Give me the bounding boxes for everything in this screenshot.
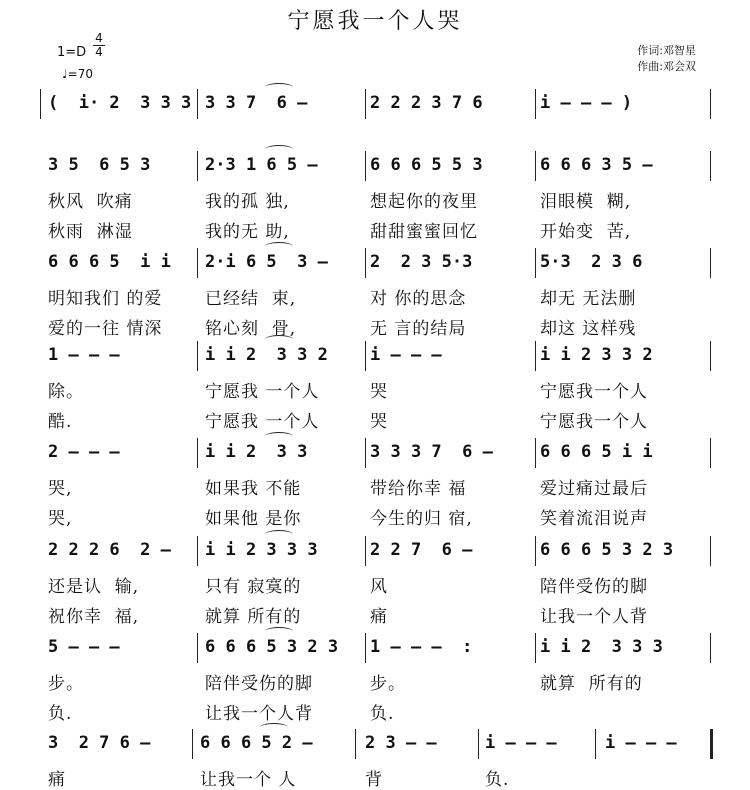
measure-notes: 2 – – – bbox=[48, 442, 120, 462]
measure-notes: 3 3 3 7 6 – bbox=[370, 442, 493, 462]
lyric-phrase: 对 你的思念 bbox=[370, 289, 467, 309]
barline bbox=[535, 438, 536, 468]
lyric-phrase: 宁愿我一个人 bbox=[540, 382, 648, 402]
measure-notes: i i 2 3 3 3 bbox=[540, 637, 663, 657]
lyric-phrase: 痛 bbox=[48, 770, 66, 790]
lyric-phrase: 秋风 吹痛 bbox=[48, 192, 133, 212]
slur-mark bbox=[265, 432, 293, 441]
measure-notes: 1 – – – : bbox=[370, 637, 473, 657]
barline bbox=[595, 729, 596, 759]
barline bbox=[365, 633, 366, 663]
measure-notes: 1 – – – bbox=[48, 345, 120, 365]
final-barline bbox=[710, 729, 713, 759]
barline bbox=[710, 248, 711, 278]
lyric-phrase: 爱的一往 情深 bbox=[48, 319, 163, 339]
lyric-phrase: 明知我们 的爱 bbox=[48, 289, 163, 309]
time-signature-bottom: 4 bbox=[95, 45, 103, 59]
barline bbox=[365, 248, 366, 278]
measure-notes: 2·3 1 6 5 – bbox=[205, 155, 318, 175]
measure-notes: 6 6 6 5 i i bbox=[48, 252, 171, 272]
barline bbox=[478, 729, 479, 759]
measure-notes: 6 6 6 5 2 – bbox=[200, 733, 313, 753]
measure-notes: ( i· 2 3 3 3 bbox=[48, 93, 192, 113]
barline bbox=[710, 341, 711, 371]
lyric-phrase: 笑着流泪说声 bbox=[540, 509, 648, 529]
lyric-phrase: 开始变 苦, bbox=[540, 222, 632, 242]
barline bbox=[535, 341, 536, 371]
measure-notes: 2 2 3 5·3 bbox=[370, 252, 473, 272]
lyricist-credit: 作词:邓智星 bbox=[637, 44, 696, 57]
lyric-phrase: 我的孤 独, bbox=[205, 192, 290, 212]
notation-row bbox=[0, 345, 750, 373]
lyric-phrase: 步。 bbox=[370, 674, 406, 694]
barline bbox=[710, 536, 711, 566]
lyric-phrase: 哭 bbox=[370, 382, 388, 402]
lyric-phrase: 秋雨 淋湿 bbox=[48, 222, 133, 242]
notation-row bbox=[0, 155, 750, 183]
lyric-phrase: 无 言的结局 bbox=[370, 319, 467, 339]
slur-mark bbox=[260, 723, 288, 732]
barline bbox=[192, 729, 193, 759]
lyric-phrase: 却无 无法删 bbox=[540, 289, 637, 309]
lyric-phrase: 步。 bbox=[48, 674, 84, 694]
lyric-phrase: 泪眼模 糊, bbox=[540, 192, 632, 212]
lyric-phrase: 已经结 束, bbox=[205, 289, 297, 309]
notation-row bbox=[0, 637, 750, 665]
measure-notes: 6 6 6 3 5 – bbox=[540, 155, 653, 175]
barline bbox=[710, 151, 711, 181]
slur-mark bbox=[265, 242, 293, 251]
barline bbox=[535, 89, 536, 119]
measure-notes: i i 2 3 3 3 bbox=[205, 540, 318, 560]
lyric-phrase: 想起你的夜里 bbox=[370, 192, 478, 212]
lyric-phrase: 痛 bbox=[370, 607, 388, 627]
barline bbox=[535, 536, 536, 566]
notation-row bbox=[0, 733, 750, 761]
tempo-marking: ♩=70 bbox=[62, 67, 93, 81]
barline bbox=[197, 89, 198, 119]
lyric-phrase: 还是认 输, bbox=[48, 577, 140, 597]
measure-notes: 2 3 – – bbox=[365, 733, 437, 753]
barline bbox=[197, 151, 198, 181]
measure-notes: 2·i 6 5 3 – bbox=[205, 252, 328, 272]
measure-notes: i – – – ) bbox=[540, 93, 633, 113]
lyric-phrase: 酷. bbox=[48, 412, 73, 432]
lyric-phrase: 只有 寂寞的 bbox=[205, 577, 302, 597]
barline bbox=[40, 89, 41, 119]
lyric-phrase: 陪伴受伤的脚 bbox=[540, 577, 648, 597]
measure-notes: 5 – – – bbox=[48, 637, 120, 657]
lyric-phrase: 祝你幸 福, bbox=[48, 607, 140, 627]
barline bbox=[365, 89, 366, 119]
notation-row bbox=[0, 252, 750, 280]
measure-notes: i i 2 3 3 bbox=[205, 442, 308, 462]
lyric-phrase: 哭, bbox=[48, 509, 73, 529]
measure-notes: 2 2 7 6 – bbox=[370, 540, 473, 560]
barline bbox=[710, 89, 711, 119]
lyric-phrase: 甜甜蜜蜜回忆 bbox=[370, 222, 478, 242]
lyric-phrase: 让我一个 人 bbox=[200, 770, 297, 790]
lyric-phrase: 如果他 是你 bbox=[205, 509, 302, 529]
time-signature bbox=[93, 33, 105, 58]
barline bbox=[355, 729, 356, 759]
measure-notes: 3 2 7 6 – bbox=[48, 733, 151, 753]
lyric-phrase: 陪伴受伤的脚 bbox=[205, 674, 313, 694]
measure-notes: 6 6 6 5 3 2 3 bbox=[205, 637, 339, 657]
measure-notes: i – – – bbox=[605, 733, 677, 753]
barline bbox=[535, 248, 536, 278]
measure-notes: i – – – bbox=[370, 345, 442, 365]
composer-credit: 作曲:邓会双 bbox=[637, 60, 696, 73]
lyric-phrase: 宁愿我 一个人 bbox=[205, 412, 320, 432]
barline bbox=[710, 633, 711, 663]
slur-mark bbox=[265, 627, 293, 636]
lyric-phrase: 宁愿我 一个人 bbox=[205, 382, 320, 402]
slur-mark bbox=[265, 335, 293, 344]
barline bbox=[197, 633, 198, 663]
lyric-phrase: 带给你幸 福 bbox=[370, 479, 467, 499]
lyric-phrase: 我的无 助, bbox=[205, 222, 290, 242]
lyric-phrase: 让我一个人背 bbox=[205, 704, 313, 724]
lyric-phrase: 爱过痛过最后 bbox=[540, 479, 648, 499]
measure-notes: 6 6 6 5 3 2 3 bbox=[540, 540, 674, 560]
barline bbox=[197, 248, 198, 278]
barline bbox=[365, 536, 366, 566]
measure-notes: 6 6 6 5 5 3 bbox=[370, 155, 483, 175]
time-signature-top: 4 bbox=[95, 31, 103, 45]
measure-notes: 5·3 2 3 6 bbox=[540, 252, 643, 272]
key-signature: 1=D bbox=[57, 45, 87, 60]
barline bbox=[535, 633, 536, 663]
lyric-phrase: 风 bbox=[370, 577, 388, 597]
measure-notes: 6 6 6 5 i i bbox=[540, 442, 653, 462]
lyric-phrase: 让我一个人背 bbox=[540, 607, 648, 627]
lyric-phrase: 负. bbox=[48, 704, 73, 724]
barline bbox=[365, 438, 366, 468]
barline bbox=[535, 151, 536, 181]
notation-row bbox=[0, 93, 750, 121]
lyric-phrase: 今生的归 宿, bbox=[370, 509, 473, 529]
measure-notes: 2 2 2 6 2 – bbox=[48, 540, 171, 560]
measure-notes: 3 5 6 5 3 bbox=[48, 155, 151, 175]
lyric-phrase: 就算 所有的 bbox=[205, 607, 302, 627]
lyric-phrase: 负. bbox=[485, 770, 510, 790]
measure-notes: 3 3 7 6 – bbox=[205, 93, 308, 113]
notation-row bbox=[0, 442, 750, 470]
lyric-phrase: 哭, bbox=[48, 479, 73, 499]
barline bbox=[710, 438, 711, 468]
barline bbox=[197, 536, 198, 566]
barline bbox=[197, 438, 198, 468]
measure-notes: i – – – bbox=[485, 733, 557, 753]
lyric-phrase: 负. bbox=[370, 704, 395, 724]
lyric-phrase: 除。 bbox=[48, 382, 84, 402]
lyric-phrase: 宁愿我一个人 bbox=[540, 412, 648, 432]
slur-mark bbox=[265, 530, 293, 539]
song-title: 宁愿我一个人哭 bbox=[287, 9, 463, 34]
lyric-phrase: 背 bbox=[365, 770, 383, 790]
lyric-phrase: 就算 所有的 bbox=[540, 674, 643, 694]
lyric-phrase: 如果我 不能 bbox=[205, 479, 302, 499]
slur-mark bbox=[265, 145, 293, 154]
barline bbox=[197, 341, 198, 371]
measure-notes: 2 2 2 3 7 6 bbox=[370, 93, 483, 113]
measure-notes: i i 2 3 3 2 bbox=[205, 345, 328, 365]
barline bbox=[365, 151, 366, 181]
measure-notes: i i 2 3 3 2 bbox=[540, 345, 653, 365]
lyric-phrase: 哭 bbox=[370, 412, 388, 432]
lyric-phrase: 却这 这样残 bbox=[540, 319, 637, 339]
notation-row bbox=[0, 540, 750, 568]
barline bbox=[365, 341, 366, 371]
lyric-phrase: 铭心刻 骨, bbox=[205, 319, 297, 339]
slur-mark bbox=[265, 83, 293, 92]
